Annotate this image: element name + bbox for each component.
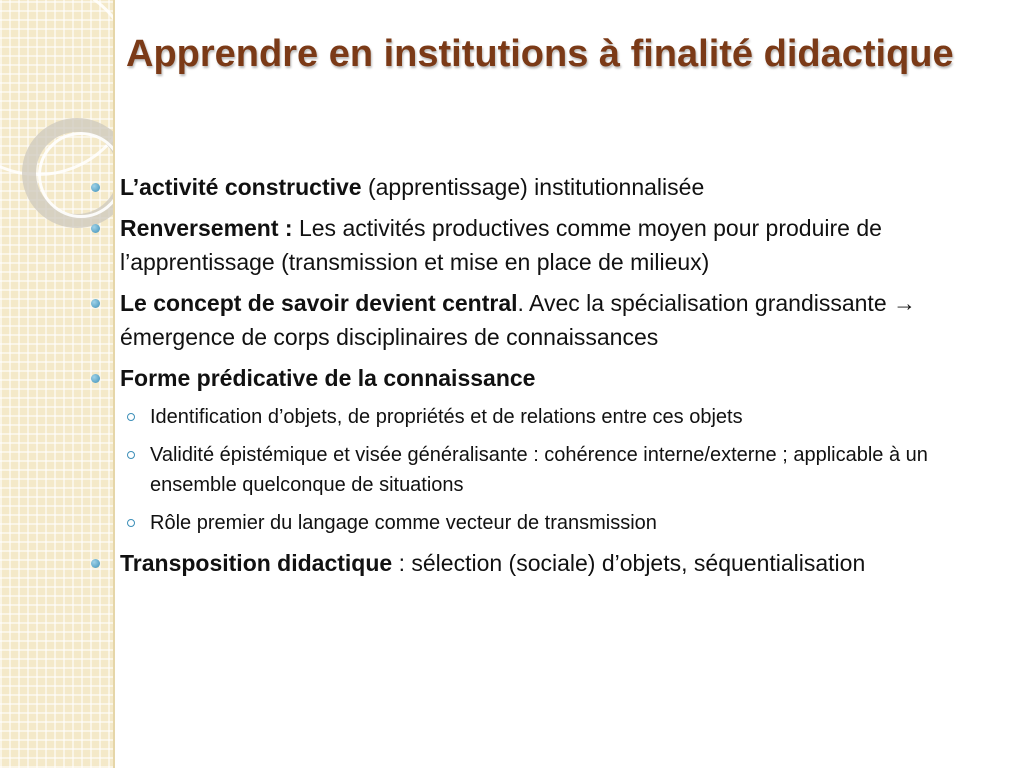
sub-bullet-text: Rôle premier du langage comme vecteur de transmission bbox=[150, 512, 657, 534]
bullet-keyword: Forme prédicative de la connaissance bbox=[120, 365, 536, 391]
bullet-item bbox=[88, 286, 1008, 354]
bullet-dot-icon bbox=[91, 299, 100, 308]
bullet-text: Les activités productives comme moyen pour produire de l’apprentissage (transmission et mise en place de milieux) bbox=[120, 215, 882, 275]
bullet-keyword: Renversement : bbox=[120, 215, 293, 241]
slide-content bbox=[88, 170, 1008, 587]
bullet-text: : sélection (sociale) d’objets, séquentialisation bbox=[392, 550, 866, 576]
bullet-item bbox=[88, 170, 1008, 204]
sub-bullet-circle-icon bbox=[127, 519, 135, 527]
sub-bullet-item bbox=[88, 508, 1008, 538]
sub-bullet-circle-icon bbox=[127, 451, 135, 459]
bullet-dot-icon bbox=[91, 374, 100, 383]
bullet-dot-icon bbox=[91, 183, 100, 192]
sub-bullet-item bbox=[88, 440, 1008, 500]
bullet-item bbox=[88, 361, 1008, 395]
bullet-text: . Avec la spécialisation grandissante → émergence de corps disciplinaires de connaissances bbox=[120, 290, 916, 350]
sub-bullet-item bbox=[88, 402, 1008, 432]
bullet-item bbox=[88, 211, 1008, 279]
sub-bullet-text: Identification d’objets, de propriétés et de relations entre ces objets bbox=[150, 406, 743, 428]
bullet-keyword: Transposition didactique bbox=[120, 550, 393, 576]
slide-title: Apprendre en institutions à finalité didactique bbox=[126, 33, 954, 75]
bullet-dot-icon bbox=[91, 224, 100, 233]
bullet-dot-icon bbox=[91, 559, 100, 568]
bullet-keyword: L’activité constructive bbox=[120, 174, 362, 200]
sub-bullet-circle-icon bbox=[127, 413, 135, 421]
bullet-text: (apprentissage) institutionnalisée bbox=[361, 174, 705, 200]
bullet-item bbox=[88, 546, 1008, 580]
bullet-keyword: Le concept de savoir devient central bbox=[120, 290, 518, 316]
sub-bullet-text: Validité épistémique et visée généralisante : cohérence interne/externe ; applicable à un ensemble quelconque de situations bbox=[150, 444, 928, 496]
